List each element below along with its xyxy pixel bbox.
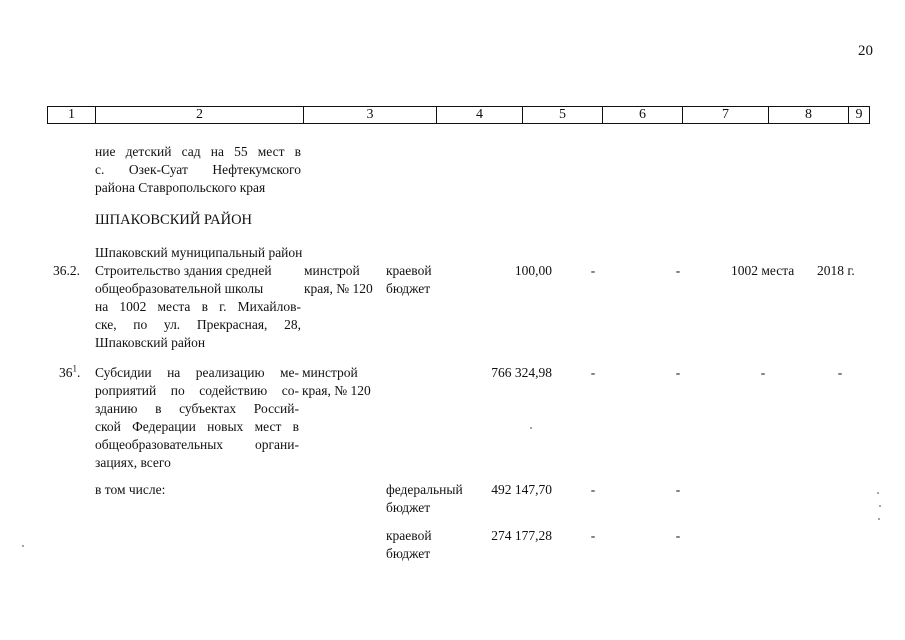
scan-speck <box>530 427 532 429</box>
funding-source-line: краевой <box>386 263 432 278</box>
row-name-line: на 1002 места в г. Михайлов- <box>95 299 301 314</box>
header-col-4: 4 <box>437 107 523 123</box>
col7-value: - <box>675 365 681 380</box>
funding-source-line: краевой <box>386 528 432 543</box>
responsible-body-line: края, № 120 <box>302 383 371 398</box>
including-label: в том числе: <box>95 482 166 497</box>
amount-value: 766 324,98 <box>491 365 552 380</box>
col9-value: - <box>837 365 843 380</box>
col7-value: - <box>675 482 681 497</box>
funding-source-line: федеральный <box>386 482 463 497</box>
row-name-line: роприятий по содействию со- <box>95 383 299 398</box>
row-name-line: ской Федерации новых мест в <box>95 419 299 434</box>
header-col-9: 9 <box>855 107 863 122</box>
funding-source-line: бюджет <box>386 546 431 561</box>
header-col-7: 7 <box>683 107 769 123</box>
row-number: 36.2. <box>53 263 80 278</box>
scan-speck <box>879 505 881 507</box>
row-name-line: зданию в субъектах Россий- <box>95 401 299 416</box>
amount-value: 274 177,28 <box>491 528 552 543</box>
row-name-line: ске, по ул. Прекрасная, 28, <box>95 317 301 332</box>
funding-source-line: бюджет <box>386 281 431 296</box>
municipality-subheading: Шпаковский муниципальный район <box>95 245 303 260</box>
col6-value: - <box>590 528 596 543</box>
row-name-line: Строительство здания средней <box>95 263 272 278</box>
continuation-line: ние детский сад на 55 мест в <box>95 144 301 159</box>
page-number: 20 <box>858 43 873 59</box>
header-col-1: 1 <box>48 107 96 123</box>
continuation-line: района Ставропольского края <box>95 180 266 195</box>
district-heading: ШПАКОВСКИЙ РАЙОН <box>95 212 253 228</box>
responsible-body-line: минстрой <box>304 263 360 278</box>
header-col-6: 6 <box>603 107 683 123</box>
funding-source-line: бюджет <box>386 500 431 515</box>
amount-value: 492 147,70 <box>491 482 552 497</box>
scan-speck <box>878 518 880 520</box>
col6-value: - <box>590 263 596 278</box>
col6-value: - <box>590 482 596 497</box>
row-name-line: Шпаковский район <box>95 335 206 350</box>
year-value: 2018 г. <box>817 263 855 278</box>
header-col-8: 8 <box>769 107 849 123</box>
responsible-body-line: минстрой <box>302 365 358 380</box>
capacity-value: 1002 места <box>731 263 795 278</box>
row-name-line: Субсидии на реализацию ме- <box>95 365 299 380</box>
header-col-5: 5 <box>523 107 603 123</box>
row-name-line: зациях, всего <box>95 455 171 470</box>
col7-value: - <box>675 528 681 543</box>
header-col-3: 3 <box>304 107 437 123</box>
row-number: $36^1$. <box>59 363 81 380</box>
header-col-2: 2 <box>96 107 304 123</box>
col7-value: - <box>675 263 681 278</box>
scan-speck <box>877 492 879 494</box>
row-name-line: общеобразовательных органи- <box>95 437 299 452</box>
scan-speck <box>22 545 24 547</box>
column-number-header <box>47 106 870 124</box>
col8-value: - <box>760 365 766 380</box>
continuation-line: с. Озек-Суат Нефтекумского <box>95 162 301 177</box>
col6-value: - <box>590 365 596 380</box>
row-name-line: общеобразовательной школы <box>95 281 264 296</box>
responsible-body-line: края, № 120 <box>304 281 373 296</box>
amount-value: 100,00 <box>514 263 552 278</box>
